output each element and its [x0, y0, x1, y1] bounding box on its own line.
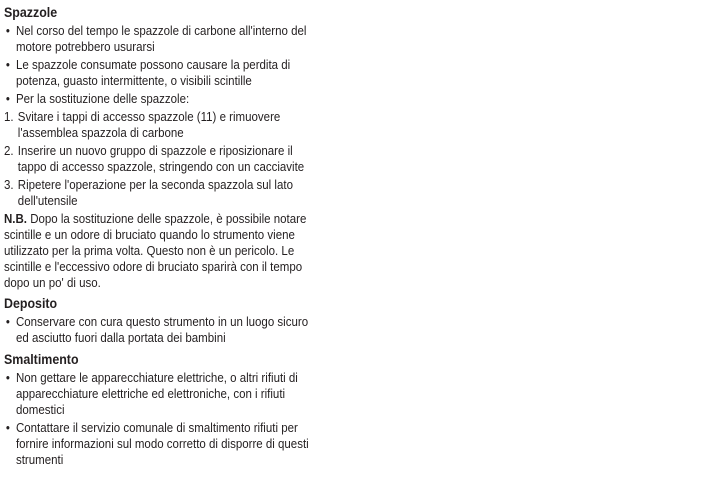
- manual-page: [4, 5, 317, 470]
- step-item: [4, 109, 317, 141]
- deposito-bullet-list: [4, 314, 317, 346]
- list-item: • Nel corso del tempo le spazzole di carbone all'interno del motore potrebbero usurarsi: [4, 23, 317, 55]
- replacement-steps-list: [4, 109, 317, 209]
- smaltimento-bullet-list: [4, 370, 317, 468]
- step-number: 1.: [4, 110, 14, 124]
- list-item: • Conservare con cura questo strumento in un luogo sicuro ed asciutto fuori dalla portata dei bambini: [4, 314, 317, 346]
- step-text: Svitare i tappi di accesso spazzole (11) e rimuovere l'assemblea spazzola di carbone: [17, 110, 281, 140]
- section-heading-spazzole: Spazzole: [4, 5, 58, 20]
- step-text: Ripetere l'operazione per la seconda spazzola sul lato dell'utensile: [17, 178, 293, 208]
- section-heading-smaltimento: Smaltimento: [4, 352, 79, 367]
- step-number: 2.: [4, 144, 14, 158]
- list-item: • Per la sostituzione delle spazzole:: [4, 91, 317, 107]
- step-item: [4, 143, 317, 175]
- list-item: • Contattare il servizio comunale di smaltimento rifiuti per fornire informazioni sul modo corretto di disporre di questi strumenti: [4, 420, 317, 468]
- section-smaltimento: [4, 352, 317, 468]
- list-item: • Le spazzole consumate possono causare la perdita di potenza, guasto intermittente, o visibili scintille: [4, 57, 317, 89]
- list-item: • Non gettare le apparecchiature elettriche, o altri rifiuti di apparecchiature elettriche ed elettroniche, con i rifiuti domestici: [4, 370, 317, 418]
- step-text: Inserire un nuovo gruppo di spazzole e riposizionare il tappo di accesso spazzole, stringendo con un cacciavite: [17, 144, 305, 174]
- spazzole-bullet-list: [4, 23, 317, 107]
- section-spazzole: [4, 5, 317, 291]
- step-item: [4, 177, 317, 209]
- note-label: N.B.: [4, 212, 27, 226]
- step-number: 3.: [4, 178, 14, 192]
- note-text: Dopo la sostituzione delle spazzole, è possibile notare scintille e un odore di bruciato quando lo strumento viene utilizzato per la prima volta. Questo non è un pericolo. Le scintille e l'eccessivo odore di bruciato sparirà con il tempo dopo un po' di uso.: [4, 212, 307, 290]
- section-deposito: [4, 296, 317, 346]
- section-heading-deposito: Deposito: [4, 296, 58, 311]
- note-paragraph: [4, 211, 317, 291]
